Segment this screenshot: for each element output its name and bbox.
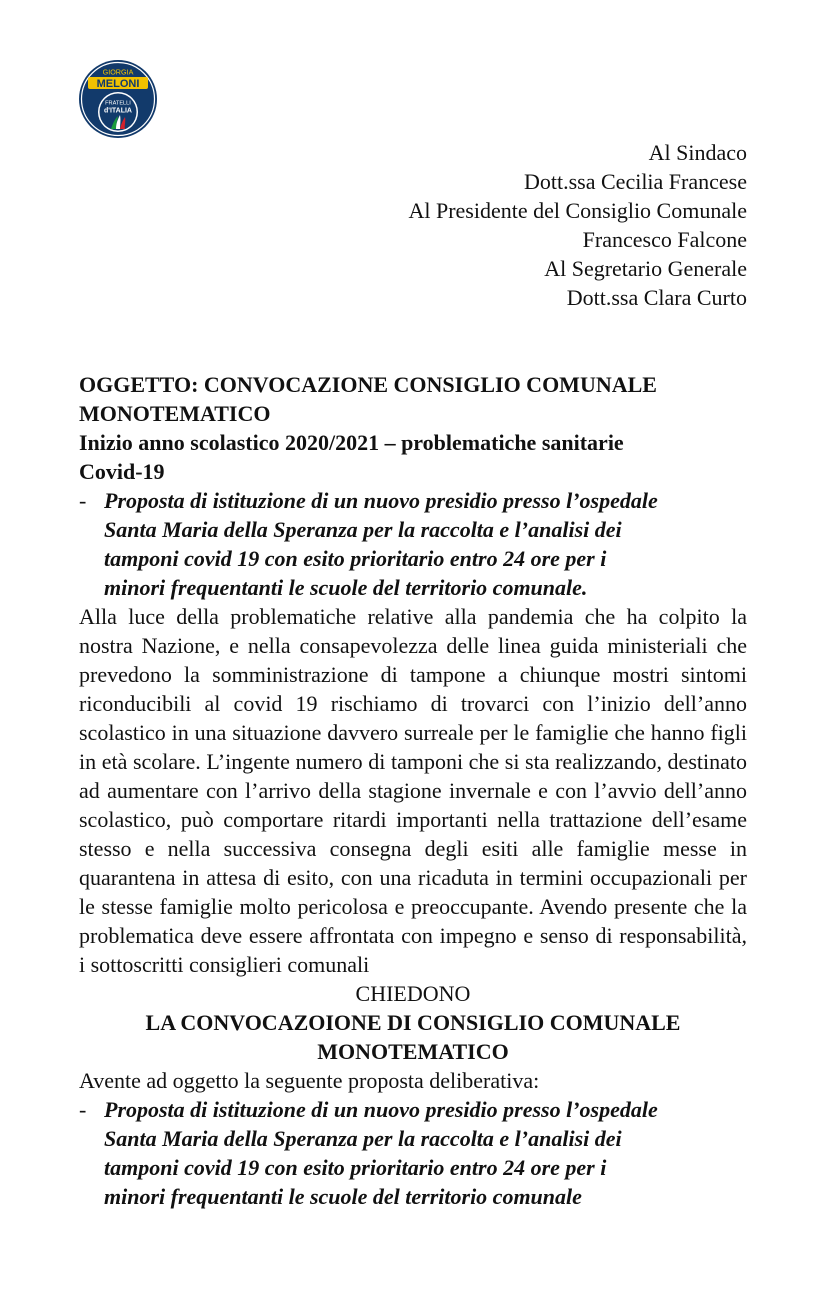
subject-line: MONOTEMATICO	[79, 401, 271, 426]
proposal-line: minori frequentanti le scuole del territorio comunale.	[104, 575, 588, 600]
logo-top-text: GIORGIA	[102, 67, 134, 77]
recipient-line: Al Presidente del Consiglio Comunale	[408, 198, 747, 223]
request-title: LA CONVOCAZOIONE DI CONSIGLIO COMUNALE	[145, 1010, 681, 1035]
recipient-line: Francesco Falcone	[582, 227, 747, 252]
proposal-line: tamponi covid 19 con esito prioritario entro 24 ore per i	[104, 1155, 607, 1180]
logo-party-line2: d'ITALIA	[104, 107, 132, 115]
proposal-line: Santa Maria della Speranza per la raccolta e l’analisi dei	[104, 1126, 622, 1151]
logo-party-line1: FRATELLI	[105, 100, 131, 107]
letter-body	[79, 370, 747, 1211]
subject-topic: Covid-19	[79, 459, 165, 484]
party-logo-emblem	[78, 59, 158, 139]
subject-topic: Inizio anno scolastico 2020/2021 – problematiche sanitarie	[79, 430, 624, 455]
proposal-line: Proposta di istituzione di un nuovo presidio presso l’ospedale	[104, 488, 658, 513]
proposal-line: Santa Maria della Speranza per la raccolta e l’analisi dei	[104, 517, 622, 542]
proposal-line: tamponi covid 19 con esito prioritario entro 24 ore per i	[104, 546, 607, 571]
recipient-line: Al Segretario Generale	[544, 256, 747, 281]
bullet-dash: -	[79, 1097, 87, 1122]
subject-line: OGGETTO: CONVOCAZIONE CONSIGLIO COMUNALE	[79, 372, 657, 397]
recipient-line: Al Sindaco	[648, 140, 747, 165]
bullet-dash: -	[79, 488, 87, 513]
party-logo	[78, 59, 158, 139]
recipient-line: Dott.ssa Clara Curto	[566, 285, 747, 310]
proposal-item	[79, 1095, 747, 1211]
logo-name: MELONI	[96, 77, 140, 90]
proposal-line: minori frequentanti le scuole del territorio comunale	[104, 1184, 582, 1209]
request-intro: Avente ad oggetto la seguente proposta deliberativa:	[79, 1068, 540, 1093]
request-title: MONOTEMATICO	[317, 1039, 509, 1064]
recipient-line: Dott.ssa Cecilia Francese	[524, 169, 747, 194]
request-verb: CHIEDONO	[355, 981, 471, 1006]
proposal-line: Proposta di istituzione di un nuovo presidio presso l’ospedale	[104, 1097, 658, 1122]
body-paragraph: Alla luce della problematiche relative alla pandemia che ha colpito la nostra Nazione, e nella consapevolezza delle linea guida ministeriali che prevedono la somministrazione di tampone a chiunque mostri sintomi riconducibili al covid 19 rischiamo di trovarci con l’inizio dell’anno scolastico in una situazione davvero surreale per le famiglie che hanno figli in età scolare. L’ingente numero di tamponi che si sta realizzando, destinato ad aumentare con l’arrivo della stagione invernale e con l’avvio dell’anno scolastico, può comportare ritardi importanti nella trattazione dell’esame stesso e nella successiva consegna degli esiti alle famiglie messe in quarantena in attesa di esito, con una ricaduta in termini occupazionali per le stesse famiglie molto pericolosa e preoccupante. Avendo presente che la problematica deve essere affrontata con impegno e senso di responsabilità, i sottoscritti consiglieri comunali	[79, 604, 747, 977]
proposal-item	[79, 486, 747, 602]
recipients-block	[408, 138, 747, 312]
